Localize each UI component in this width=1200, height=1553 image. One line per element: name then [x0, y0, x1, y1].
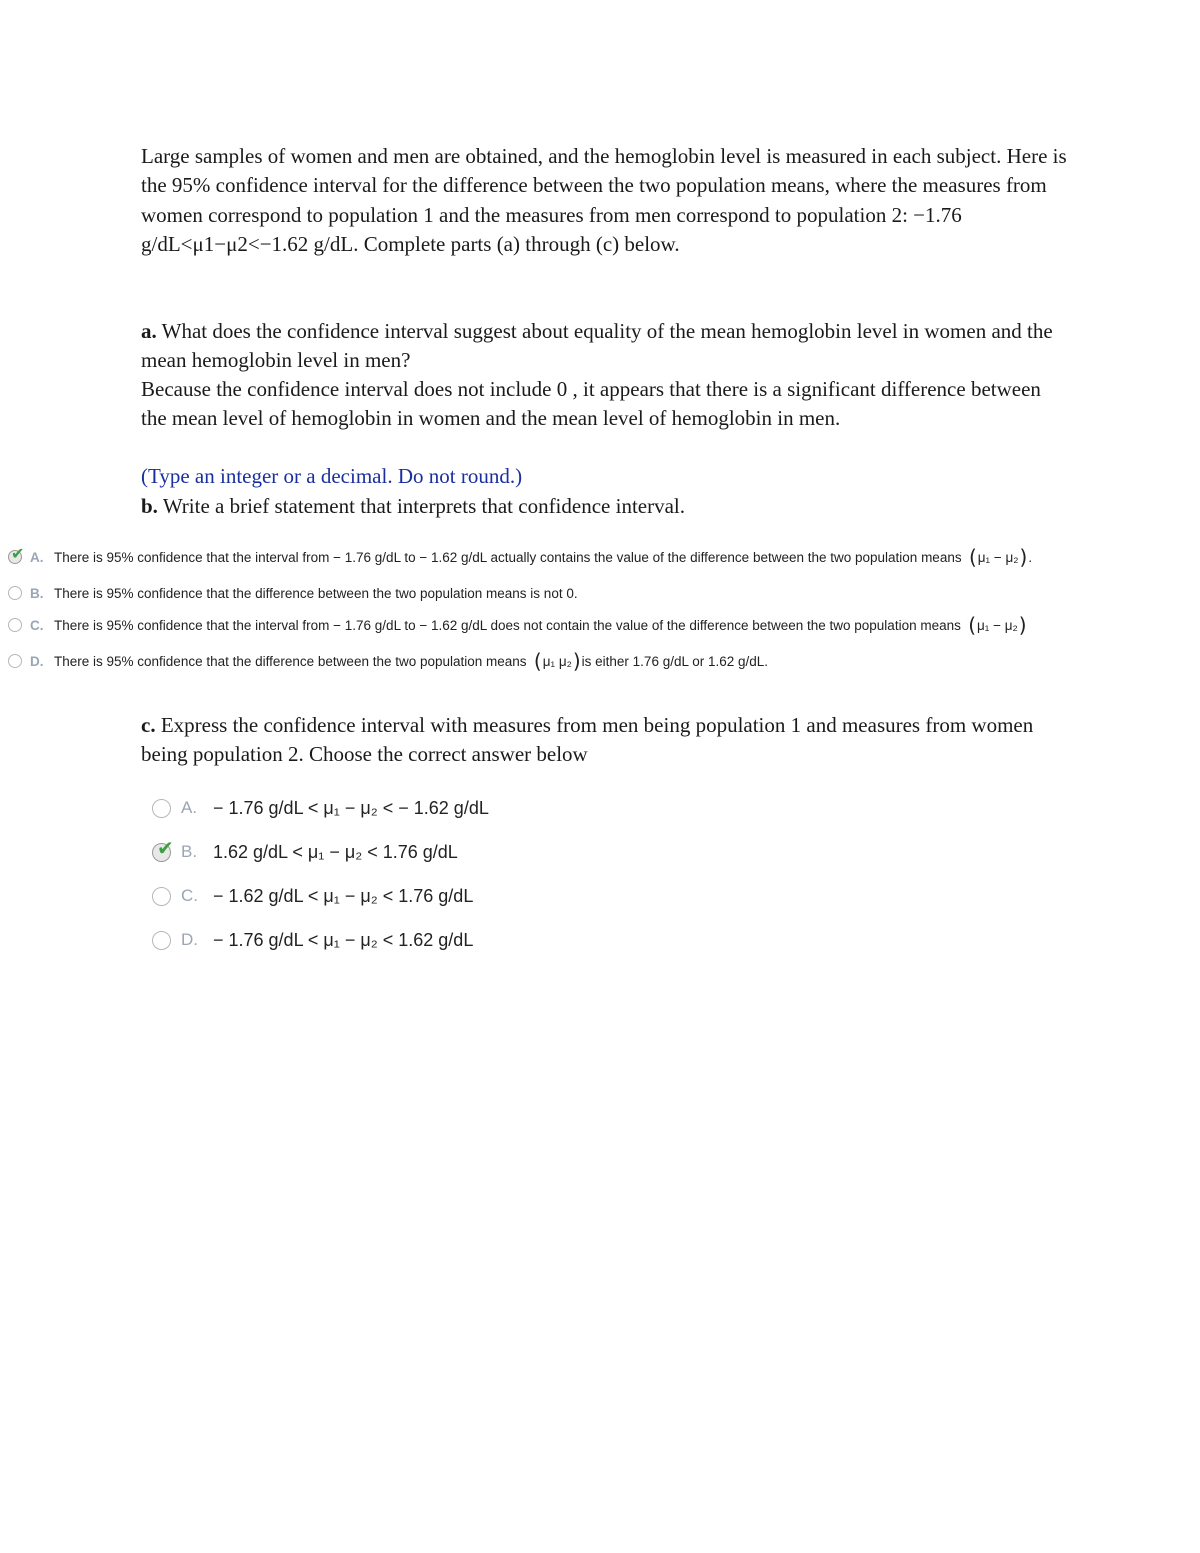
- option-text: − 1.76 g/dL < μ₁ − μ₂ < − 1.62 g/dL: [213, 797, 489, 818]
- part-c-option-d[interactable]: [152, 925, 473, 955]
- part-c-option-a[interactable]: [152, 793, 489, 823]
- option-tail: is either 1.76 g/dL or 1.62 g/dL.: [581, 653, 769, 669]
- radio-selected-icon[interactable]: [152, 835, 174, 862]
- option-letter: D.: [30, 653, 44, 669]
- option-text: − 1.76 g/dL < μ₁ − μ₂ < 1.62 g/dL: [213, 929, 474, 950]
- option-tail: .: [1028, 549, 1033, 565]
- option-math: μ₁ μ₂: [542, 653, 572, 669]
- radio-icon[interactable]: [8, 618, 22, 632]
- part-b-option-d[interactable]: [8, 648, 768, 674]
- part-b-label: b.: [141, 494, 158, 518]
- part-a-question: [141, 317, 1071, 376]
- option-text: 1.62 g/dL < μ₁ − μ₂ < 1.76 g/dL: [213, 841, 458, 862]
- part-c-option-c[interactable]: [152, 881, 473, 911]
- option-text: − 1.62 g/dL < μ₁ − μ₂ < 1.76 g/dL: [213, 885, 474, 906]
- option-letter: C.: [30, 617, 44, 633]
- option-letter: B.: [181, 842, 198, 861]
- option-text: There is 95% confidence that the difference between the two population means: [54, 653, 527, 669]
- part-a-label: a.: [141, 319, 157, 343]
- radio-icon[interactable]: [8, 586, 22, 600]
- part-a-answer: Because the confidence interval does not include 0 , it appears that there is a significant difference between the mean level of hemoglobin in women and the mean level of hemoglobin in men.: [141, 377, 1041, 431]
- radio-icon[interactable]: [152, 799, 171, 818]
- checkmark-icon: ✔: [157, 835, 174, 860]
- part-b-option-c[interactable]: [8, 612, 1028, 638]
- option-text: There is 95% confidence that the interval from − 1.76 g/dL to − 1.62 g/dL does not contain the value of the difference between the two population means: [54, 617, 961, 633]
- problem-intro: Large samples of women and men are obtained, and the hemoglobin level is measured in each subject. Here is the 95% confidence interval for the difference between the two population means, where the measures from women correspond to population 1 and the measures from men correspond to population 2: −1.76 g/dL<μ1−μ2<−1.62 g/dL. Complete parts (a) through (c) below.: [141, 144, 1067, 256]
- checkmark-icon: ✔: [11, 544, 25, 563]
- part-c-question: [141, 711, 1071, 770]
- part-c-question-text: Express the confidence interval with measures from men being population 1 and measures from women being population 2. Choose the correct answer below: [141, 713, 1034, 767]
- option-math: μ₁ − μ₂: [977, 617, 1018, 633]
- option-letter: A.: [181, 798, 198, 817]
- option-text: There is 95% confidence that the interval from − 1.76 g/dL to − 1.62 g/dL actually contains the value of the difference between the two population means: [54, 549, 962, 565]
- part-a-question-text: What does the confidence interval suggest about equality of the mean hemoglobin level in women and the mean hemoglobin level in men?: [141, 319, 1053, 373]
- paren-close: ): [1019, 545, 1028, 569]
- option-letter: B.: [30, 585, 44, 601]
- option-letter: C.: [181, 886, 198, 905]
- part-c-label: c.: [141, 713, 156, 737]
- option-math: μ₁ − μ₂: [977, 549, 1019, 565]
- paren-open: (: [527, 649, 542, 673]
- part-b-question-text: Write a brief statement that interprets that confidence interval.: [162, 494, 685, 518]
- paren-open: (: [961, 613, 977, 637]
- radio-icon[interactable]: [152, 887, 171, 906]
- option-text: There is 95% confidence that the difference between the two population means is not 0.: [54, 585, 578, 601]
- option-letter: D.: [181, 930, 198, 949]
- part-c-option-b[interactable]: [152, 837, 458, 867]
- part-a-hint: (Type an integer or a decimal. Do not round.): [141, 464, 523, 488]
- radio-icon[interactable]: [152, 931, 171, 950]
- part-b-question: [141, 492, 1071, 521]
- paren-close: ): [572, 649, 581, 673]
- paren-open: (: [962, 545, 977, 569]
- option-letter: A.: [30, 549, 44, 565]
- part-b-option-a[interactable]: [8, 544, 1032, 570]
- radio-selected-icon[interactable]: [8, 544, 25, 564]
- part-b-option-b[interactable]: [8, 580, 578, 606]
- paren-close: ): [1018, 613, 1027, 637]
- radio-icon[interactable]: [8, 654, 22, 668]
